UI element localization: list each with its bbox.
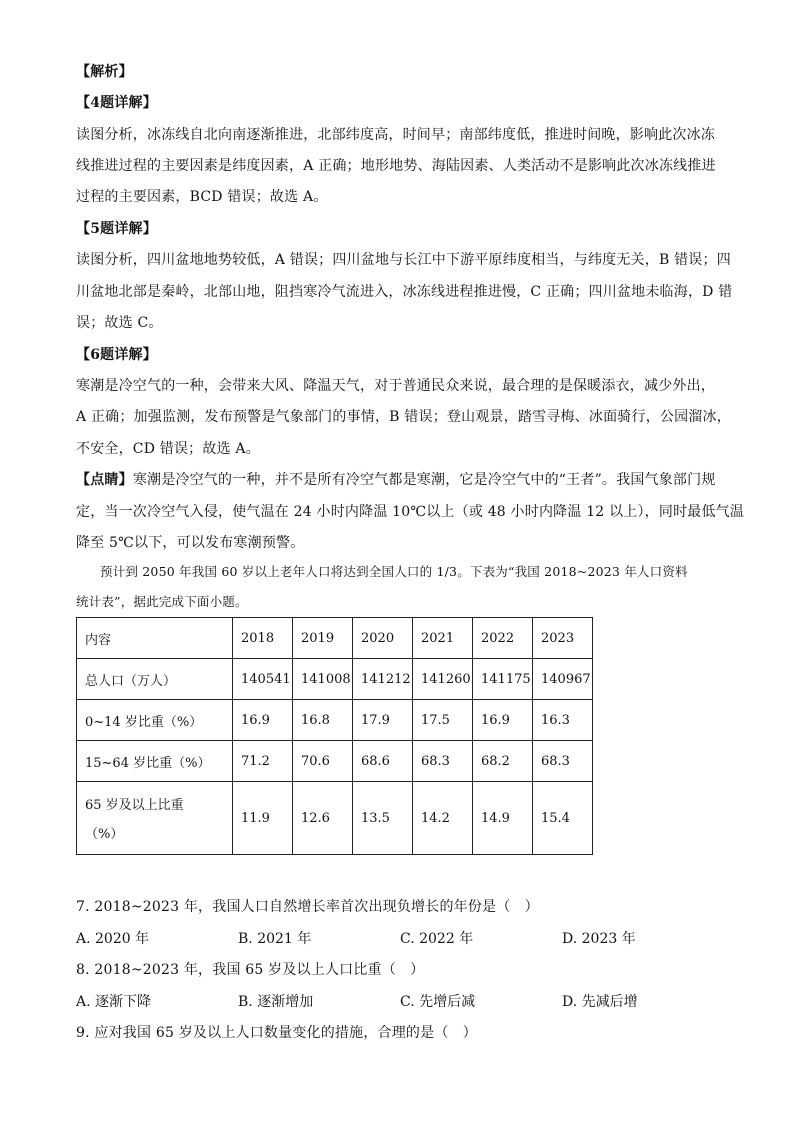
table-cell: 14.2 <box>413 782 473 855</box>
table-cell: 14.9 <box>473 782 533 855</box>
q7-option-a: A. 2020 年 <box>76 931 150 947</box>
table-cell: 141008 <box>293 659 353 700</box>
table-cell: 140541 <box>233 659 293 700</box>
table-cell: 16.8 <box>293 700 353 741</box>
tip-line-2: 定，当一次冷空气入侵，使气温在 24 小时内降温 10℃以上（或 48 小时内降温 12 以上），同时最低气温 <box>76 504 745 520</box>
table-header-cell: 2021 <box>413 618 473 659</box>
q7-option-d: D. 2023 年 <box>562 931 636 947</box>
table-cell: 15.4 <box>533 782 593 855</box>
last-row-label-1: 65 岁及以上比重 <box>85 798 184 813</box>
q6-line-2: A 正确；加强监测，发布预警是气象部门的事情，B 错误；登山观景，踏雪寻梅、冰面骑行，公园溜冰， <box>76 409 731 425</box>
table-cell: 16.3 <box>533 700 593 741</box>
q4-line-3: 过程的主要因素，BCD 错误；故选 A。 <box>76 189 328 205</box>
intro-line-1: 预计到 2050 年我国 60 岁以上老年人口将达到全国人口的 1/3。下表为“我国 2018~2023 年人口资料 <box>100 564 688 579</box>
table-cell: 12.6 <box>293 782 353 855</box>
table-cell: 68.3 <box>533 741 593 782</box>
table-cell: 70.6 <box>293 741 353 782</box>
table-cell: 0~14 岁比重（%） <box>77 700 233 741</box>
table-header-cell: 2019 <box>293 618 353 659</box>
table-cell <box>77 782 233 855</box>
analysis-header: 【解析】 <box>76 64 133 80</box>
table-cell: 13.5 <box>353 782 413 855</box>
table-row <box>77 782 593 855</box>
table-cell: 71.2 <box>233 741 293 782</box>
table-cell: 141175 <box>473 659 533 700</box>
table-row <box>77 659 593 700</box>
table-cell: 16.9 <box>473 700 533 741</box>
table-cell: 141260 <box>413 659 473 700</box>
q8-option-c: C. 先增后减 <box>400 994 476 1010</box>
table-cell: 11.9 <box>233 782 293 855</box>
q7-stem: 7. 2018~2023 年，我国人口自然增长率首次出现负增长的年份是（ ） <box>76 899 539 915</box>
table-header-cell: 2020 <box>353 618 413 659</box>
q8-stem: 8. 2018~2023 年，我国 65 岁及以上人口比重（ ） <box>76 962 425 978</box>
q5-line-3: 误；故选 C。 <box>76 315 163 331</box>
table-cell: 140967 <box>533 659 593 700</box>
tip-line-1 <box>76 470 716 490</box>
q4-line-1: 读图分析，冰冻线自北向南逐渐推进，北部纬度高，时间早；南部纬度低，推进时间晚，影响此次冰冻 <box>76 127 715 143</box>
q6-title: 【6题详解】 <box>76 347 157 363</box>
q9-stem: 9. 应对我国 65 岁及以上人口数量变化的措施，合理的是（ ） <box>76 1025 477 1041</box>
table-cell: 16.9 <box>233 700 293 741</box>
q5-line-2: 川盆地北部是秦岭，北部山地，阻挡寒冷气流进入，冰冻线进程推进慢，C 正确；四川盆地未临海，D 错 <box>76 284 733 300</box>
q8-option-b: B. 逐渐增加 <box>238 994 314 1010</box>
q6-line-1: 寒潮是冷空气的一种，会带来大风、降温天气，对于普通民众来说，最合理的是保暖添衣，减少外出， <box>76 378 715 394</box>
last-row-label-2: （%） <box>85 827 124 842</box>
tip-label: 【点睛】 <box>76 472 133 488</box>
table-header-cell: 2023 <box>533 618 593 659</box>
q7-option-b: B. 2021 年 <box>238 931 312 947</box>
q5-line-1: 读图分析，四川盆地地势较低，A 错误；四川盆地与长江中下游平原纬度相当，与纬度无关，B 错误；四 <box>76 252 731 268</box>
q4-title: 【4题详解】 <box>76 95 157 111</box>
q8-option-a: A. 逐渐下降 <box>76 994 152 1010</box>
table-cell: 17.5 <box>413 700 473 741</box>
table-header-row <box>77 618 593 659</box>
q8-option-d: D. 先减后增 <box>562 994 638 1010</box>
table-cell: 17.9 <box>353 700 413 741</box>
table-cell: 15~64 岁比重（%） <box>77 741 233 782</box>
table-cell: 68.6 <box>353 741 413 782</box>
table-row <box>77 700 593 741</box>
table-cell: 68.2 <box>473 741 533 782</box>
population-table <box>76 617 593 855</box>
q7-option-c: C. 2022 年 <box>400 931 474 947</box>
table-header-cell: 内容 <box>77 618 233 659</box>
intro-line-2: 统计表”，据此完成下面小题。 <box>76 594 248 609</box>
table-cell: 141212 <box>353 659 413 700</box>
q4-line-2: 线推进过程的主要因素是纬度因素，A 正确；地形地势、海陆因素、人类活动不是影响此次冰冻线推进 <box>76 158 716 174</box>
tip-text-1: 寒潮是冷空气的一种，并不是所有冷空气都是寒潮，它是冷空气中的“王者”。我国气象部门规 <box>132 472 716 488</box>
table-row <box>77 741 593 782</box>
q6-line-3: 不安全，CD 错误；故选 A。 <box>76 441 260 457</box>
table-header-cell: 2022 <box>473 618 533 659</box>
table-header-cell: 2018 <box>233 618 293 659</box>
q5-title: 【5题详解】 <box>76 221 157 237</box>
tip-line-3: 降至 5℃以下，可以发布寒潮预警。 <box>76 535 305 551</box>
table-cell: 68.3 <box>413 741 473 782</box>
table-cell: 总人口（万人） <box>77 659 233 700</box>
